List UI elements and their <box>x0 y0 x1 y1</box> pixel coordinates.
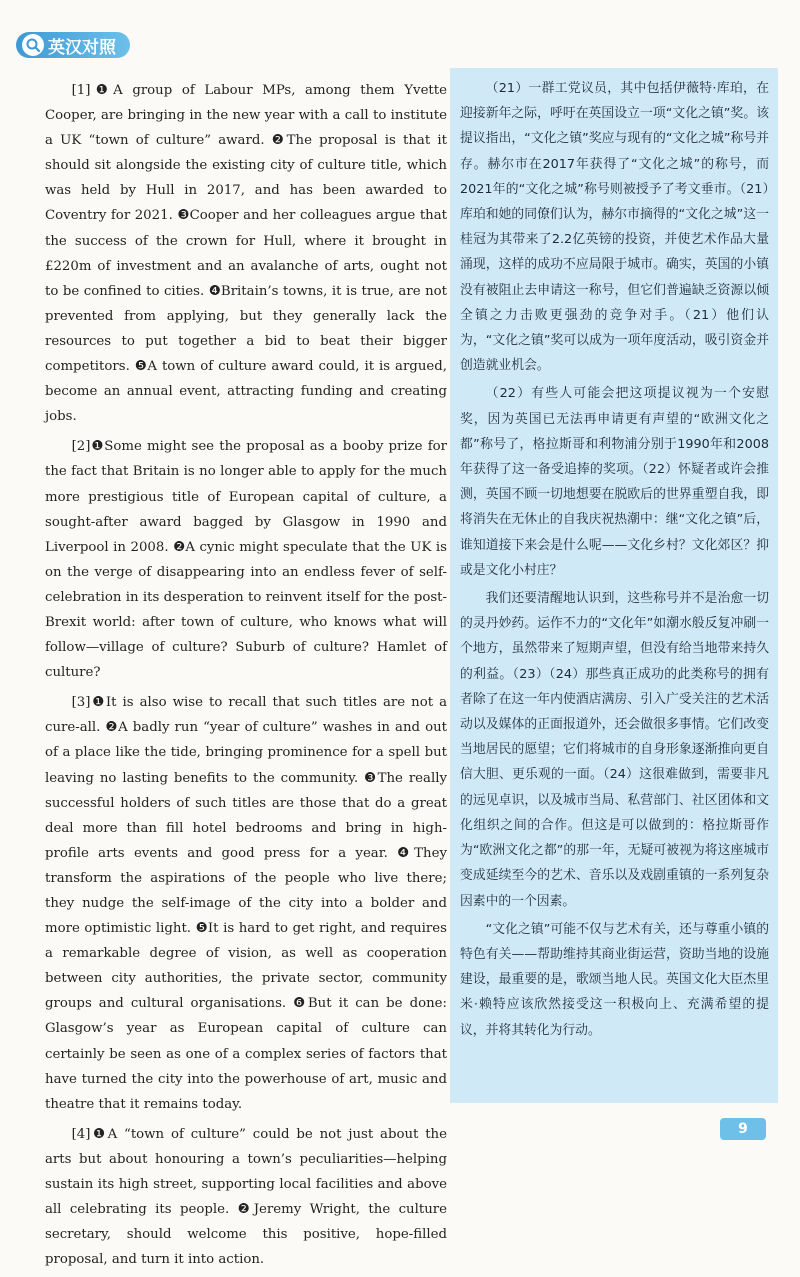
chinese-paragraph-1: （21）一群工党议员，其中包括伊薇特·库珀，在迎接新年之际，呼吁在英国设立一项“文化之镇”奖。该提议指出，“文化之镇”奖应与现有的“文化之城”称号并存。赫尔市在2017年获得了“文化之城”的称号，而2021年的“文化之城”称号则被授予了考文垂市。（21）库珀和她的同僚们认为，赫尔市摘得的“文化之城”这一桂冠为其带来了2.2亿英镑的投资，并使艺术作品大量涌现，这样的成功不应局限于城市。确实，英国的小镇没有被阻止去申请这一称号，但它们普遍缺乏资源以倾全镇之力击败更强劲的竞争对手。（21）他们认为，“文化之镇”奖可以成为一项年度活动，吸引资金并创造就业机会。 <box>460 81 769 374</box>
english-paragraph-2: [2]❶Some might see the proposal as a booby prize for the fact that Britain is no longer able to apply for the much more prestigious title of European capital of culture, a sought-after award bagged by Glasgow in 1990 and Liverpool in 2008. ❷A cynic might speculate that the UK is on the verge of disappearing into an endless fever of self-celebration in its desperation to reinvent itself for the post-Brexit world: after town of culture, who knows what will follow—village of culture? Suburb of culture? Hamlet of culture? <box>45 439 447 681</box>
chinese-paragraph-3: 我们还要清醒地认识到，这些称号并不是治愈一切的灵丹妙药。运作不力的“文化年”如潮水般反复冲刷一个地方，虽然带来了短期声望，但没有给当地带来持久的利益。（23）（24）那些真正成功的此类称号的拥有者除了在这一年内使酒店满房、引入广受关注的艺术活动以及媒体的正面报道外，还会做很多事情。它们改变当地居民的愿望；它们将城市的自身形象逐渐推向更自信大胆、更乐观的一面。（24）这很难做到，需要非凡的远见卓识，以及城市当局、私营部门、社区团体和文化组织之间的合作。但这是可以做到的：格拉斯哥作为“欧洲文化之都”的那一年，无疑可被视为将这座城市变成延续至今的艺术、音乐以及戏剧重镇的一系列复杂因素中的一个因素。 <box>460 591 769 909</box>
section-title: 英汉对照 <box>48 37 116 58</box>
english-paragraph-1: [1]❶A group of Labour MPs, among them Yvette Cooper, are bringing in the new year with a call to institute a UK “town of culture” award. ❷The proposal is that it should sit alongside the existing city of culture title, which was held by Hull in 2017, and has been awarded to Coventry for 2021. ❸Cooper and her colleagues argue that the success of the crown for Hull, where it brought in £220m of investment and an avalanche of arts, ought not to be confined to cities. ❹Britain’s towns, it is true, are not prevented from applying, but they generally lack the resources to put together a bid to beat their bigger competitors. ❺A town of culture award could, it is argued, become an annual event, attracting funding and creating jobs. <box>45 83 447 425</box>
section-header-tab <box>16 32 130 58</box>
english-text-column <box>45 78 447 1277</box>
page-number: 9 <box>720 1118 766 1140</box>
english-paragraph-4: [4]❶A “town of culture” could be not just about the arts but about honouring a town’s peculiarities—helping sustain its high street, supporting local facilities and above all celebrating its people. ❷Jeremy Wright, the culture secretary, should welcome this positive, hope-filled proposal, and turn it into action. <box>45 1126 447 1268</box>
chinese-paragraph-4: “文化之镇”可能不仅与艺术有关，还与尊重小镇的特色有关——帮助维持其商业街运营，资助当地的设施建设，最重要的是，歌颂当地人民。英国文化大臣杰里米·赖特应该欣然接受这一积极向上、充满希望的提议，并将其转化为行动。 <box>460 921 769 1038</box>
chinese-paragraph-2: （22）有些人可能会把这项提议视为一个安慰奖，因为英国已无法再申请更有声望的“欧洲文化之都”称号了，格拉斯哥和利物浦分别于1990年和2008年获得了这一备受追捧的奖项。（22）怀疑者或许会推测，英国不顾一切地想要在脱欧后的世界重塑自我，即将消失在无休止的自我庆祝热潮中：继“文化之镇”后，谁知道接下来会是什么呢——文化乡村？文化郊区？抑或是文化小村庄？ <box>460 386 769 578</box>
english-paragraph-3: [3]❶It is also wise to recall that such titles are not a cure-all. ❷A badly run “year of culture” washes in and out of a place like the tide, bringing prominence for a spell but leaving no lasting benefits to the community. ❸The really successful holders of such titles are those that do a great deal more than fill hotel bedrooms and bring in high-profile arts events and good press for a year. ❹They transform the aspirations of the people who live there; they nudge the self-image of the city into a bolder and more optimistic light. ❺It is hard to get right, and requires a remarkable degree of vision, as well as cooperation between city authorities, the private sector, community groups and cultural organisations. ❻But it can be done: Glasgow’s year as European capital of culture can certainly be seen as one of a complex series of factors that have turned the city into the powerhouse of art, music and theatre that it remains today. <box>45 695 447 1112</box>
search-icon <box>22 34 44 56</box>
chinese-translation-column <box>450 68 778 1103</box>
